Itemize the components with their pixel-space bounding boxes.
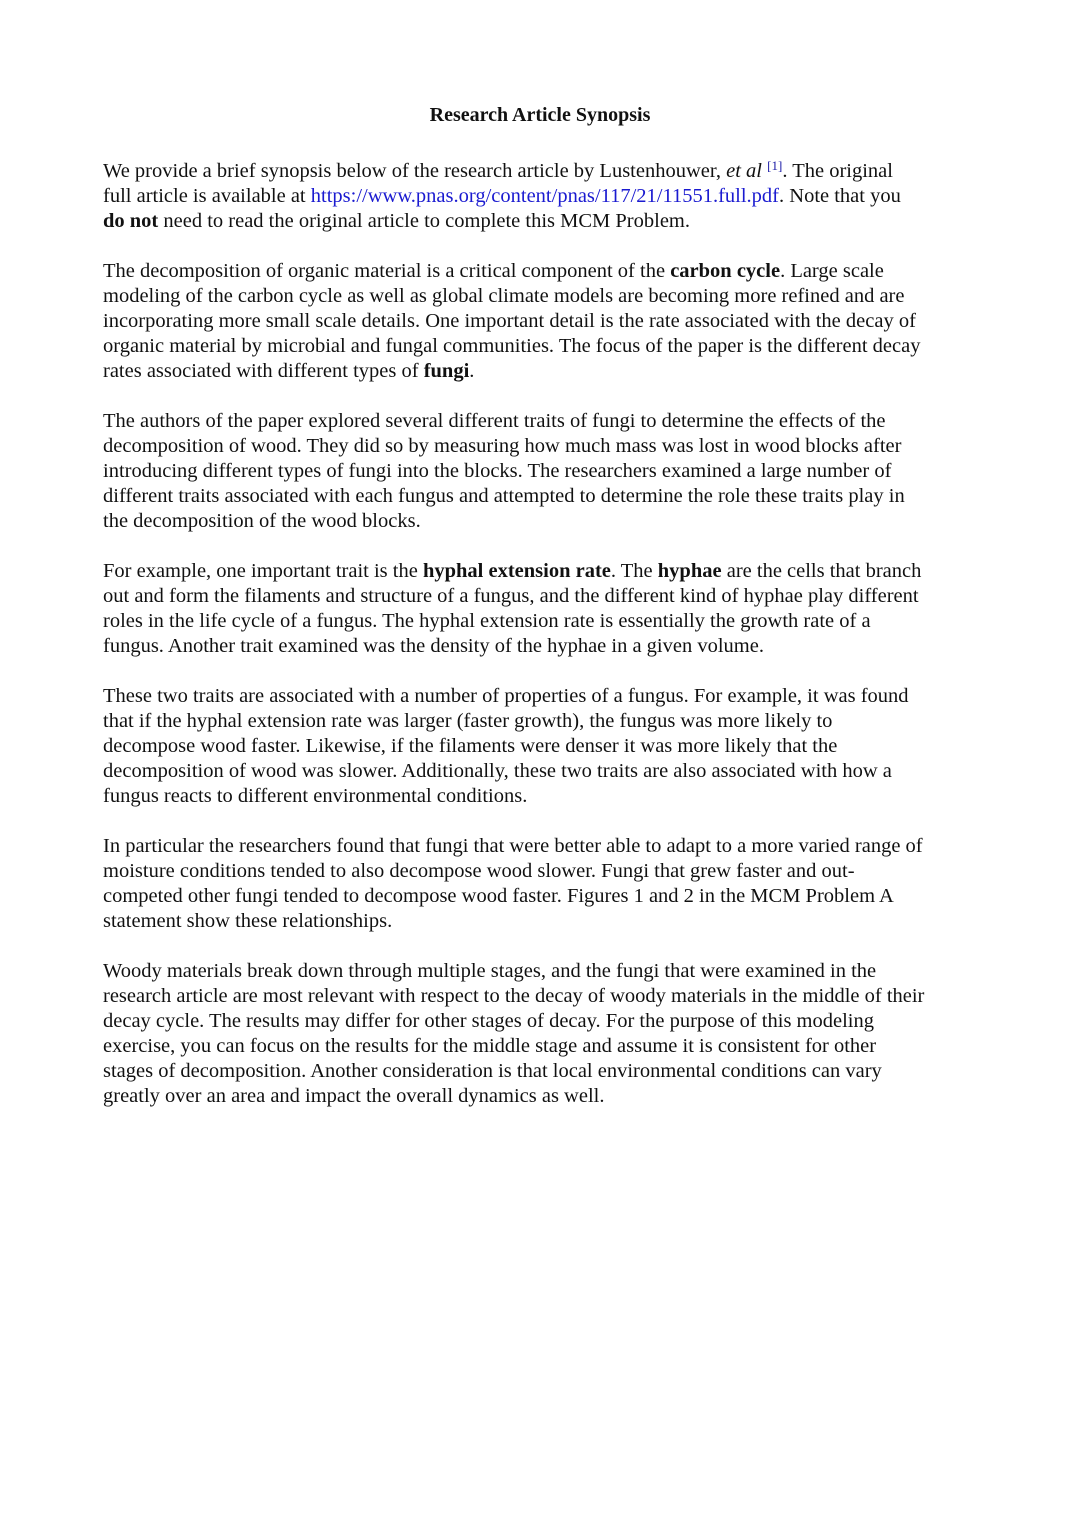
- text-line: [103, 309, 1003, 334]
- text-run: . The original: [782, 160, 893, 182]
- text-line: [103, 153, 1003, 184]
- text-run: different traits associated with each fungus and attempted to determine the role these traits play in: [103, 485, 905, 507]
- paragraph: [103, 684, 1003, 809]
- text-run: out and form the filaments and structure of a fungus, and the different kind of hyphae play different: [103, 585, 919, 607]
- paragraph: [103, 259, 1003, 384]
- text-run: rates associated with different types of: [103, 360, 424, 382]
- text-line: [103, 509, 1003, 534]
- text-run: organic material by microbial and fungal communities. The focus of the paper is the different decay: [103, 335, 921, 357]
- text-run: fungus. Another trait examined was the density of the hyphae in a given volume.: [103, 635, 764, 657]
- document-body: [103, 153, 1003, 1134]
- paragraph: [103, 559, 1003, 659]
- text-line: [103, 434, 1003, 459]
- text-line: [103, 634, 1003, 659]
- text-run: fungus reacts to different environmental conditions.: [103, 785, 528, 807]
- italic-text: et al: [726, 160, 763, 182]
- text-run: . The: [610, 560, 658, 582]
- text-line: [103, 734, 1003, 759]
- text-run: .: [469, 360, 475, 382]
- paragraph: [103, 959, 1003, 1109]
- text-line: [103, 259, 1003, 284]
- text-run: modeling of the carbon cycle as well as global climate models are becoming more refined and are: [103, 285, 905, 307]
- text-run: are the cells that branch: [721, 560, 922, 582]
- text-run: We provide a brief synopsis below of the research article by Lustenhouwer,: [103, 160, 727, 182]
- text-run: decomposition of wood. They did so by measuring how much mass was lost in wood blocks after: [103, 435, 902, 457]
- text-run: For example, one important trait is the: [103, 560, 423, 582]
- text-run: full article is available at: [103, 185, 311, 207]
- text-run: incorporating more small scale details. One important detail is the rate associated with the decay of: [103, 310, 916, 332]
- text-line: [103, 834, 1003, 859]
- text-run: . Note that you: [779, 185, 901, 207]
- text-run: statement show these relationships.: [103, 910, 393, 932]
- text-line: [103, 859, 1003, 884]
- text-line: [103, 909, 1003, 934]
- text-line: [103, 784, 1003, 809]
- text-line: [103, 284, 1003, 309]
- text-line: [103, 709, 1003, 734]
- text-line: [103, 759, 1003, 784]
- text-run: decomposition of wood was slower. Additionally, these two traits are also associated with how a: [103, 760, 892, 782]
- text-line: [103, 209, 1003, 234]
- text-run: that if the hyphal extension rate was larger (faster growth), the fungus was more likely to: [103, 710, 833, 732]
- text-run: stages of decomposition. Another consideration is that local environmental conditions can vary: [103, 1060, 882, 1082]
- text-run: the decomposition of the wood blocks.: [103, 510, 421, 532]
- text-line: [103, 359, 1003, 384]
- text-run: These two traits are associated with a number of properties of a fungus. For example, it was found: [103, 685, 909, 707]
- text-run: moisture conditions tended to also decompose wood slower. Fungi that grew faster and out-: [103, 860, 855, 882]
- text-line: [103, 559, 1003, 584]
- text-run: Woody materials break down through multiple stages, and the fungi that were examined in the: [103, 960, 877, 982]
- text-run: introducing different types of fungi into the blocks. The researchers examined a large number of: [103, 460, 892, 482]
- text-run: roles in the life cycle of a fungus. The hyphal extension rate is essentially the growth rate of a: [103, 610, 871, 632]
- text-line: [103, 959, 1003, 984]
- text-run: The authors of the paper explored several different traits of fungi to determine the effects of the: [103, 410, 886, 432]
- page-title: Research Article Synopsis: [429, 104, 651, 126]
- text-line: [103, 1009, 1003, 1034]
- citation-reference[interactable]: [1]: [767, 158, 783, 173]
- text-line: [103, 884, 1003, 909]
- bold-text: carbon cycle: [670, 260, 781, 282]
- text-line: [103, 1084, 1003, 1109]
- text-line: [103, 1059, 1003, 1084]
- text-line: [103, 1034, 1003, 1059]
- text-run: . Large scale: [780, 260, 884, 282]
- text-line: [103, 609, 1003, 634]
- paragraph: [103, 834, 1003, 934]
- text-run: In particular the researchers found that fungi that were better able to adapt to a more varied range of: [103, 835, 923, 857]
- text-run: decompose wood faster. Likewise, if the filaments were denser it was more likely that the: [103, 735, 838, 757]
- text-run: need to read the original article to complete this MCM Problem.: [158, 210, 690, 232]
- article-link[interactable]: https://www.pnas.org/content/pnas/117/21/11551.full.pdf: [310, 185, 780, 207]
- text-line: [103, 184, 1003, 209]
- text-run: The decomposition of organic material is a critical component of the: [103, 260, 671, 282]
- paragraph: [103, 153, 1003, 234]
- text-line: [103, 584, 1003, 609]
- paragraph: [103, 409, 1003, 534]
- text-run: greatly over an area and impact the overall dynamics as well.: [103, 1085, 605, 1107]
- text-line: [103, 484, 1003, 509]
- bold-text: do not: [103, 210, 159, 232]
- text-run: exercise, you can focus on the results for the middle stage and assume it is consistent for other: [103, 1035, 877, 1057]
- text-run: decay cycle. The results may differ for other stages of decay. For the purpose of this modeling: [103, 1010, 874, 1032]
- text-line: [103, 409, 1003, 434]
- bold-text: hyphae: [657, 560, 722, 582]
- text-line: [103, 684, 1003, 709]
- text-line: [103, 459, 1003, 484]
- text-run: research article are most relevant with respect to the decay of woody materials in the middle of their: [103, 985, 925, 1007]
- text-line: [103, 984, 1003, 1009]
- bold-text: fungi: [423, 360, 470, 382]
- text-run: competed other fungi tended to decompose wood faster. Figures 1 and 2 in the MCM Problem A: [103, 885, 894, 907]
- bold-text: hyphal extension rate: [422, 560, 611, 582]
- text-line: [103, 334, 1003, 359]
